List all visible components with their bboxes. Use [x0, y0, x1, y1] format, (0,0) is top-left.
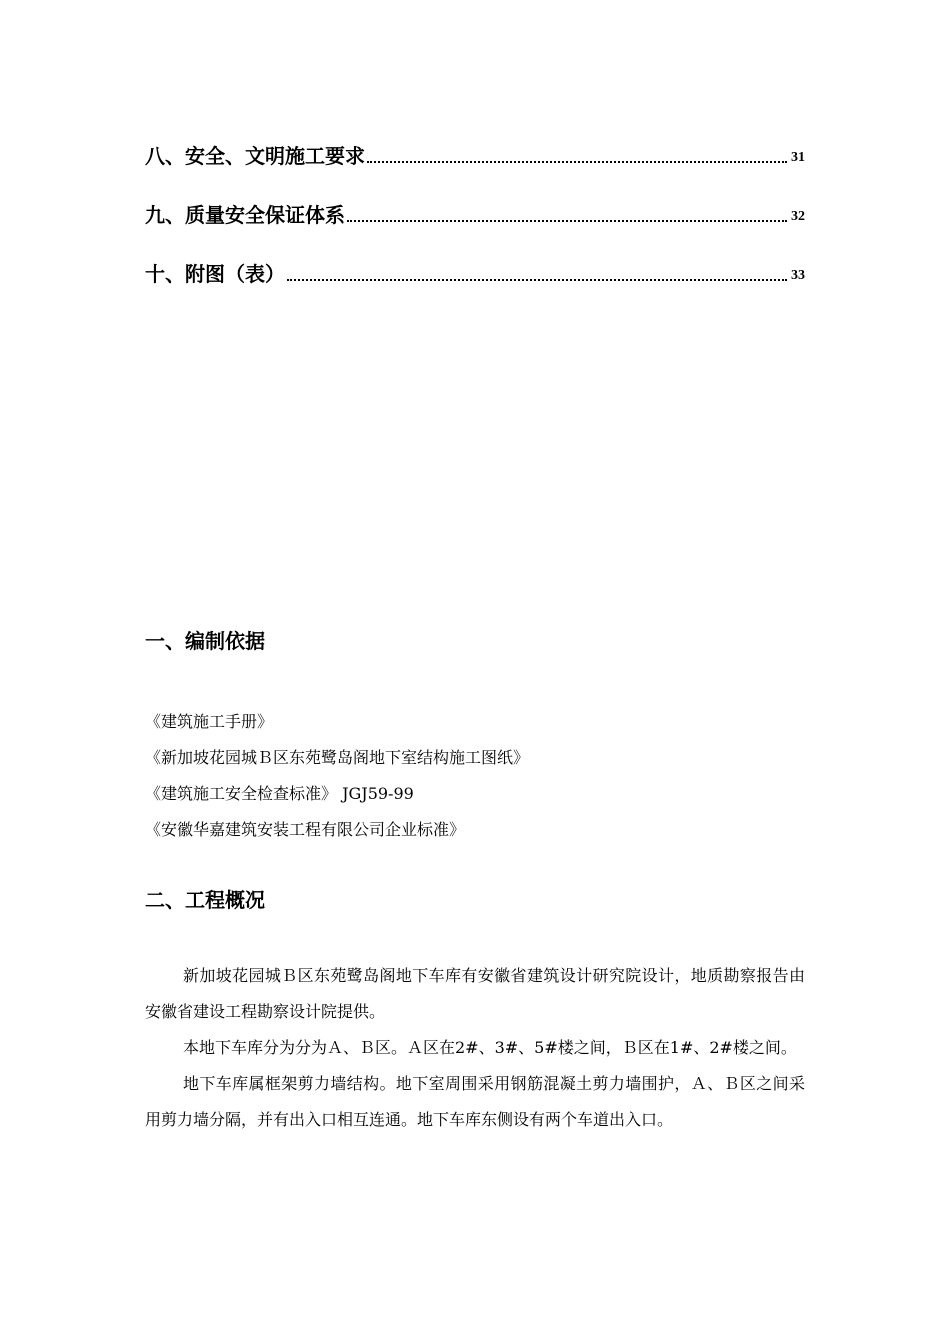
toc-entry-page-number: 33	[791, 268, 805, 283]
toc-dot-leader	[347, 220, 787, 222]
toc-entry-title: 八、安全、文明施工要求	[145, 144, 365, 168]
reference-item: 《新加坡花园城Ｂ区东苑鹭岛阁地下室结构施工图纸》	[145, 748, 530, 767]
reference-item: 《安徽华嘉建筑安装工程有限公司企业标准》	[145, 820, 466, 839]
section-heading-compilation-basis: 一、编制依据	[145, 629, 265, 653]
reference-item: 《建筑施工手册》	[145, 712, 274, 731]
body-paragraph: 地下车库属框架剪力墙结构。地下室周围采用钢筋混凝土剪力墙围护，Ａ、Ｂ区之间采用剪力墙分隔，并有出入口相互连通。地下车库东侧设有两个车道出入口。	[145, 1074, 805, 1129]
toc-entry-safety-civilized-construction[interactable]	[145, 138, 805, 168]
toc-dot-leader	[287, 279, 787, 281]
section-heading-project-overview: 二、工程概况	[145, 888, 265, 912]
toc-entry-page-number: 31	[791, 150, 805, 165]
reference-list	[145, 704, 529, 848]
reference-item: 《建筑施工安全检查标准》 JGJ59-99	[145, 784, 414, 803]
toc-entry-page-number: 32	[791, 209, 805, 224]
body-paragraph: 本地下车库分为分为Ａ、Ｂ区。Ａ区在2#、3#、5#楼之间，Ｂ区在1#、2#楼之间。	[183, 1038, 797, 1057]
toc-dot-leader	[367, 161, 787, 163]
toc-entry-title: 九、质量安全保证体系	[145, 203, 345, 227]
project-overview-body	[145, 958, 805, 1138]
toc-entry-title: 十、附图（表）	[145, 262, 285, 286]
toc-entry-appendix-drawings[interactable]	[145, 256, 805, 286]
toc-entry-quality-safety-system[interactable]	[145, 197, 805, 227]
body-paragraph: 新加坡花园城Ｂ区东苑鹭岛阁地下车库有安徽省建筑设计研究院设计，地质勘察报告由安徽省建设工程勘察设计院提供。	[145, 966, 805, 1021]
